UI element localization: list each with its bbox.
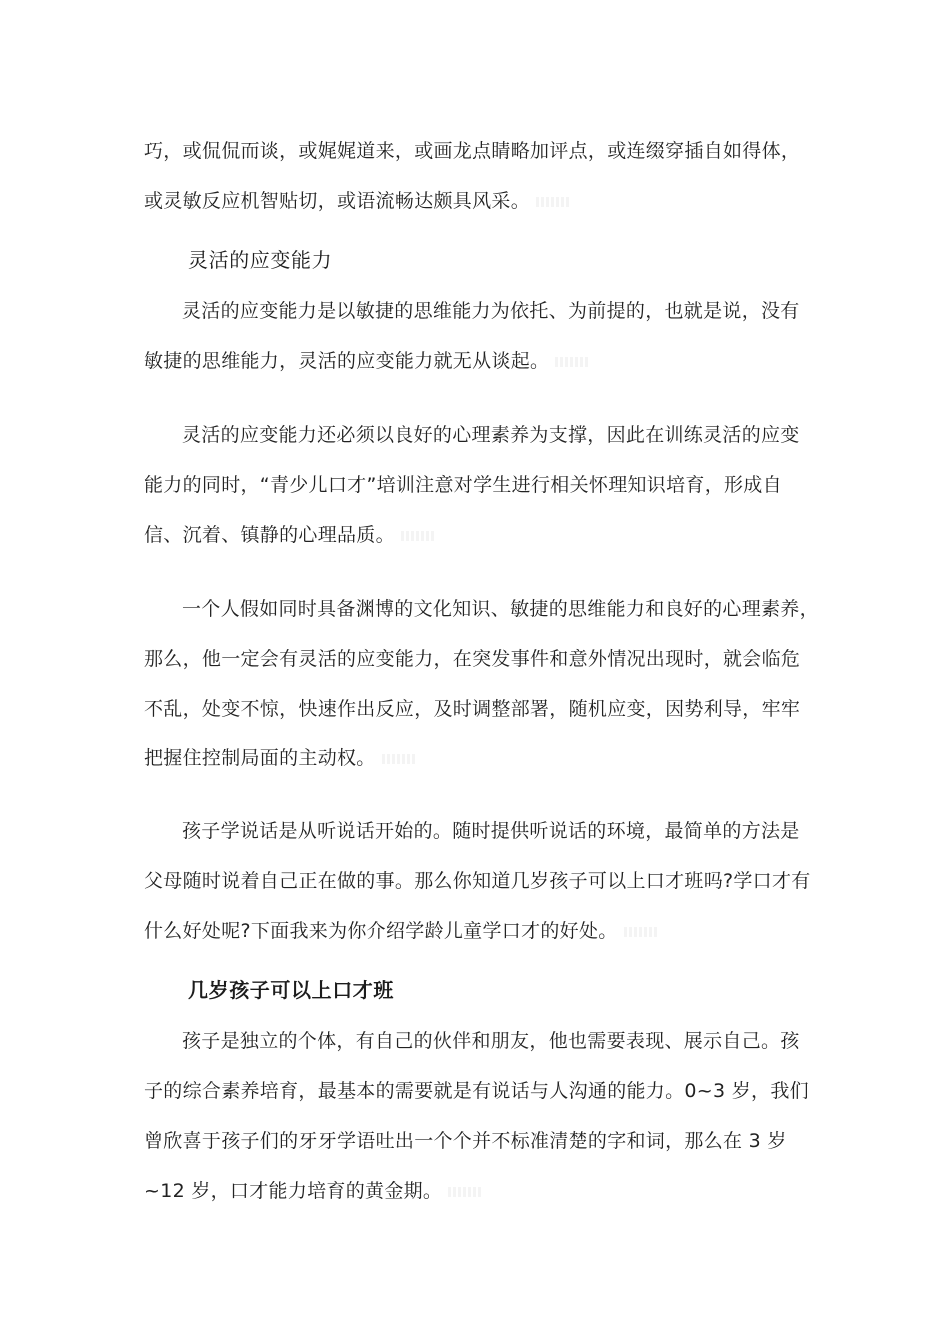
text: 敏捷的思维能力，灵活的应变能力就无从谈起。 xyxy=(144,350,550,372)
paragraph-line xyxy=(144,1129,787,1153)
paragraph-line xyxy=(144,1179,482,1203)
paragraph-line xyxy=(144,523,435,547)
paragraph-end-mark xyxy=(536,197,570,207)
paragraph-end-mark xyxy=(382,754,416,764)
paragraph-line xyxy=(182,819,800,843)
text: 孩子是独立的个体，有自己的伙伴和朋友，他也需要表现、展示自己。孩 xyxy=(182,1030,800,1052)
text: 把握住控制局面的主动权。 xyxy=(144,747,376,769)
section-heading: 几岁孩子可以上口才班 xyxy=(188,978,394,1002)
paragraph-line xyxy=(144,473,782,497)
text: 能力的同时，“青少儿口才”培训注意对学生进行相关怀理知识培育，形成自 xyxy=(144,474,782,496)
paragraph-line xyxy=(144,746,416,770)
text: 什么好处呢?下面我来为你介绍学龄儿童学口才的好处。 xyxy=(144,920,618,942)
text: 子的综合素养培育，最基本的需要就是有说话与人沟通的能力。0~3 岁，我们 xyxy=(144,1080,809,1102)
paragraph-line xyxy=(144,349,589,373)
text: 一个人假如同时具备渊博的文化知识、敏捷的思维能力和良好的心理素养， xyxy=(182,598,819,620)
paragraph-line xyxy=(182,597,819,621)
paragraph-line xyxy=(182,1029,800,1053)
text: 曾欣喜于孩子们的牙牙学语吐出一个个并不标准清楚的字和词，那么在 3 岁 xyxy=(144,1130,787,1152)
paragraph-line xyxy=(182,423,800,447)
text: 不乱，处变不惊，快速作出反应，及时调整部署，随机应变，因势利导，牢牢 xyxy=(144,698,801,720)
text: 孩子学说话是从听说话开始的。随时提供听说话的环境，最简单的方法是 xyxy=(182,820,800,842)
paragraph-line xyxy=(144,869,811,893)
text: ~12 岁，口才能力培育的黄金期。 xyxy=(144,1180,443,1202)
section-heading: 灵活的应变能力 xyxy=(188,248,333,272)
text: 或灵敏反应机智贴切，或语流畅达颇具风采。 xyxy=(144,190,531,212)
text: 巧，或侃侃而谈，或娓娓道来，或画龙点睛略加评点，或连缀穿插自如得体， xyxy=(144,140,801,162)
paragraph-line xyxy=(144,919,658,943)
paragraph-line xyxy=(144,189,570,213)
paragraph-line xyxy=(144,647,800,671)
text: 父母随时说着自己正在做的事。那么你知道几岁孩子可以上口才班吗?学口才有 xyxy=(144,870,811,892)
text: 灵活的应变能力是以敏捷的思维能力为依托、为前提的，也就是说，没有 xyxy=(182,300,800,322)
paragraph-end-mark xyxy=(448,1187,482,1197)
paragraph-line xyxy=(144,697,800,721)
text: 信、沉着、镇静的心理品质。 xyxy=(144,524,395,546)
paragraph-end-mark xyxy=(401,531,435,541)
text: 那么，他一定会有灵活的应变能力，在突发事件和意外情况出现时，就会临危 xyxy=(144,648,801,670)
text: 灵活的应变能力还必须以良好的心理素养为支撑，因此在训练灵活的应变 xyxy=(182,424,800,446)
paragraph-line xyxy=(182,299,800,323)
paragraph-line xyxy=(144,1079,809,1103)
paragraph-line xyxy=(144,139,800,163)
paragraph-end-mark xyxy=(555,357,589,367)
paragraph-end-mark xyxy=(624,927,658,937)
